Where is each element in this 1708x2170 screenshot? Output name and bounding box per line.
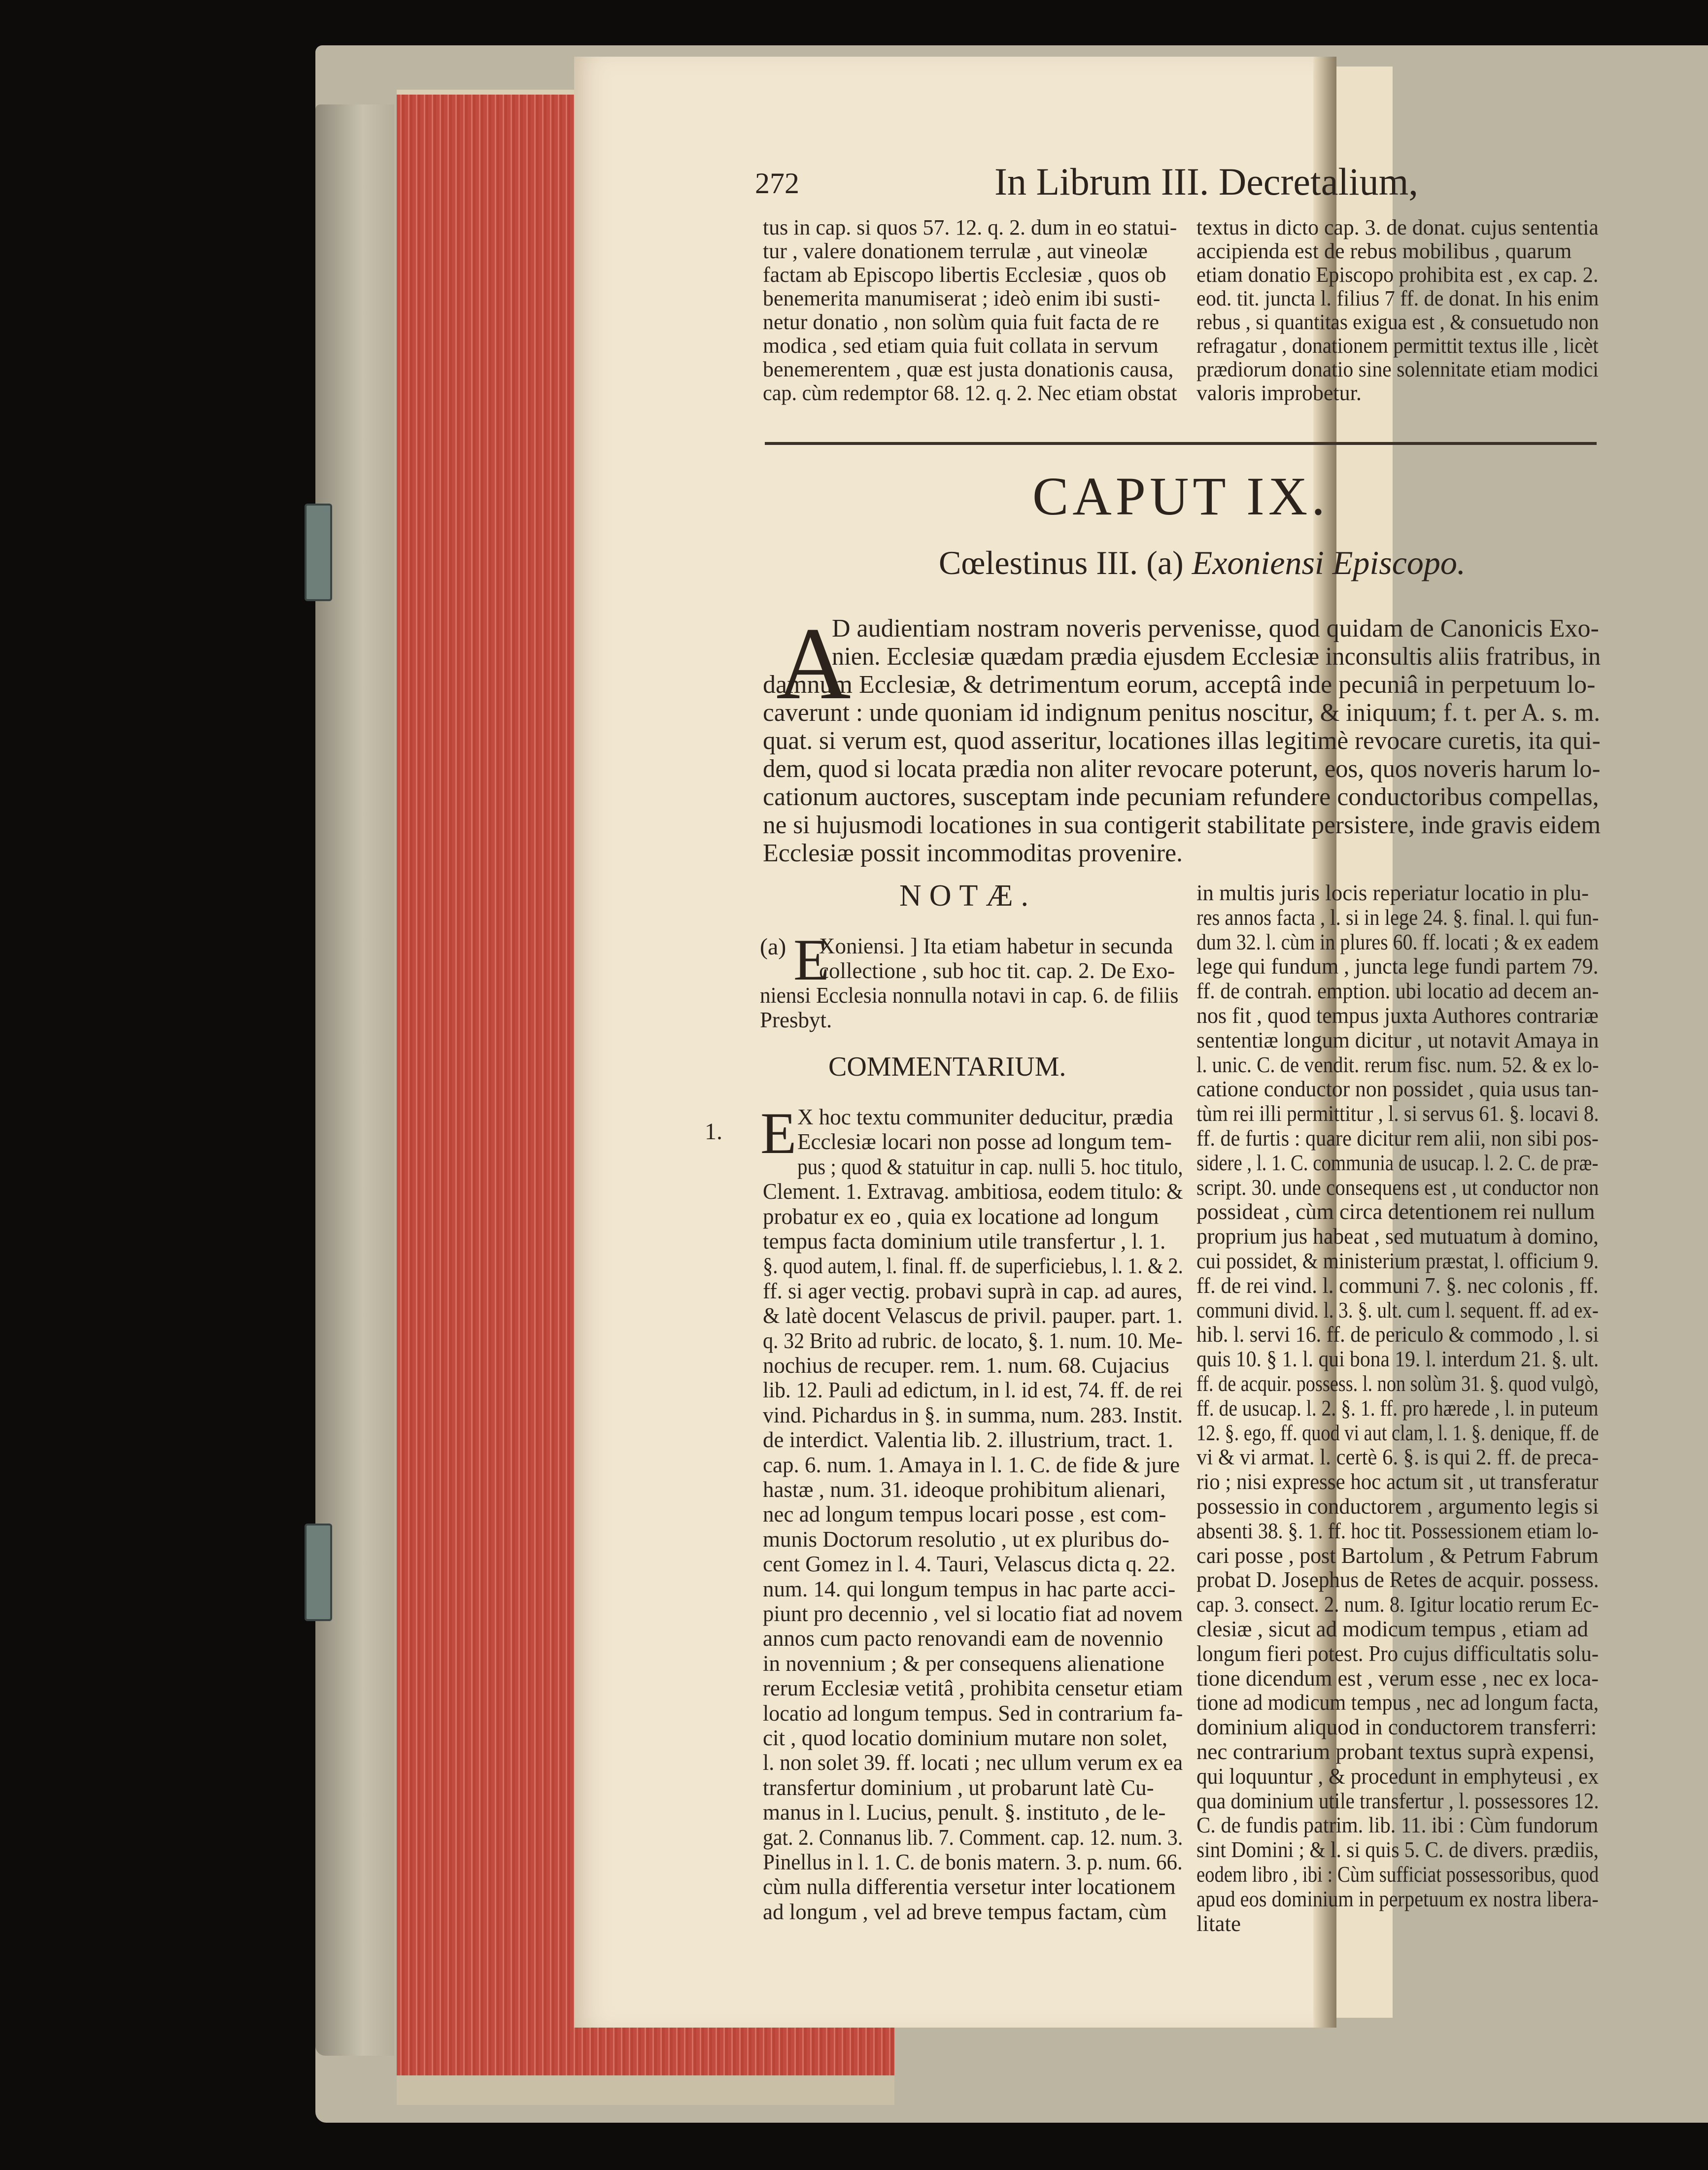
commentarium-line: §. quod autem, l. final. ff. de superficiebus, l. 1. & 2. [763, 1254, 1183, 1279]
right-column-line: tùm rei illi permittitur , l. si servus 61. §. locavi 8. [1196, 1101, 1599, 1126]
commentarium-line: num. 14. qui longum tempus in hac parte acci- [763, 1576, 1176, 1601]
right-column-line: tione dicendum est , verum esse , nec ex loca- [1196, 1665, 1599, 1691]
commentarium-line: locatio ad longum tempus. Sed in contrarium fa- [763, 1700, 1183, 1726]
top-left-line: tur , valere donationem terrulæ , aut vineolæ [763, 239, 1148, 263]
commentarium-heading: COMMENTARIUM. [828, 1051, 1066, 1082]
right-column-line: in multis juris locis reperiatur locatio in plu- [1196, 881, 1589, 905]
right-column-line: qua dominium utile transfertur , l. possessores 12. [1196, 1788, 1599, 1813]
notae-heading: NOTÆ. [899, 879, 1037, 913]
margin-number: 1. [705, 1119, 722, 1145]
commentarium-line: rerum Ecclesiæ vetitâ , prohibita censetur etiam [763, 1676, 1183, 1701]
commentarium-line: nec ad longum tempus locari posse , est com- [763, 1502, 1166, 1527]
commentarium-line: Pinellus in l. 1. C. de bonis matern. 3. p. num. 66. [763, 1850, 1183, 1874]
right-column-line: ff. de furtis : quare dicitur rem alii, non sibi pos- [1196, 1126, 1599, 1151]
right-column-line: ff. de usucap. l. 2. §. 1. ff. pro hærede , l. in puteum [1196, 1395, 1599, 1421]
right-column-line: res annos facta , l. si in lege 24. §. final. l. qui fun- [1196, 905, 1599, 930]
top-right-line: rebus , si quantitas exigua est , & consuetudo non [1196, 310, 1599, 334]
right-column-line: cari posse , post Bartolum , & Petrum Fabrum [1196, 1543, 1599, 1568]
clasp-icon [305, 1524, 332, 1621]
commentarium-line: probatur ex eo , quia ex locatione ad longum [763, 1204, 1159, 1229]
notae-line: Xoniensi. ] Ita etiam habetur in secunda [819, 934, 1173, 958]
book-spine-edge [315, 104, 394, 2056]
pope-name: Cœlestinus III. [939, 544, 1138, 581]
commentarium-line: ad longum , vel ad breve tempus factam, cùm [763, 1899, 1167, 1924]
right-column-line: communi divid. l. 3. §. ult. cum l. sequent. ff. ad ex- [1196, 1297, 1599, 1322]
right-column-line: dominium aliquod in conductorem transferri: [1196, 1715, 1597, 1740]
commentarium-line: & latè docent Velascus de privil. pauper. part. 1. [763, 1303, 1183, 1328]
commentarium-line: X hoc textu communiter deducitur, prædia [797, 1105, 1174, 1129]
decretal-line: dem, quod si locata prædia non aliter revocare poterunt, eos, quos noveris harum lo- [763, 755, 1601, 783]
right-column-line: cap. 3. consect. 2. num. 8. Igitur locatio rerum Ec- [1196, 1592, 1599, 1617]
commentarium-line: hastæ , num. 31. ideoque prohibitum alienari, [763, 1477, 1166, 1502]
clasp-icon [305, 504, 332, 601]
right-column-line: qui loquuntur , & procedunt in emphyteusi , ex [1196, 1763, 1599, 1789]
commentarium-drop-cap: E [760, 1100, 797, 1166]
decretal-line: Ecclesiæ possit incommoditas provenire. [763, 839, 1183, 867]
decretal-line: quat. si verum est, quod asseritur, locationes illas legitimè revocare curetis, ita qui- [763, 727, 1601, 755]
commentarium-line: nochius de recuper. rem. 1. num. 68. Cujacius [763, 1353, 1169, 1378]
decretal-drop-cap: A [776, 607, 851, 721]
top-right-line: prædiorum donatio sine solennitate etiam modici [1196, 357, 1599, 381]
top-right-line: textus in dicto cap. 3. de donat. cujus sententia [1196, 215, 1599, 239]
right-column-line: apud eos dominium in perpetuum ex nostra libera- [1196, 1886, 1599, 1911]
right-column-line: rio ; nisi expresse hoc actum sit , ut transferatur [1196, 1469, 1599, 1494]
commentarium-line: vind. Pichardus in §. in summa, num. 283. Instit. [763, 1402, 1183, 1427]
right-column-line: nos fit , quod tempus juxta Authores contrariæ [1196, 1003, 1599, 1028]
chapter-heading: CAPUT IX. [1032, 466, 1329, 526]
page-number: 272 [755, 167, 799, 200]
commentarium-line: piunt pro decennio , vel si locatio fiat ad novem [763, 1601, 1183, 1626]
right-column-line: quis 10. § 1. l. qui bona 19. l. interdum 21. §. ult. [1196, 1347, 1599, 1372]
right-column-line: lege qui fundum , juncta lege fundi partem 79. [1196, 954, 1599, 979]
right-column-line: vi & vi armat. l. certè 6. §. is qui 2. ff. de preca- [1196, 1445, 1599, 1470]
right-column-line: clesiæ , sicut ad modicum tempus , etiam ad [1196, 1617, 1588, 1641]
commentarium-line: cit , quod locatio dominium mutare non solet, [763, 1726, 1168, 1750]
commentarium-line: in novennium ; & per consequens alienatione [763, 1651, 1164, 1676]
commentarium-line: transfertur dominium , ut probarunt latè Cu- [763, 1775, 1154, 1800]
commentarium-line: tempus facta dominium utile transfertur , l. 1. [763, 1229, 1166, 1254]
decretal-line: caverunt : unde quoniam id indignum penitus noscitur, & iniquum; f. t. per A. s. m. [763, 699, 1601, 727]
notae-mark: (a) [760, 934, 786, 960]
commentarium-line: l. non solet 39. ff. locati ; nec ullum verum ex ea [763, 1750, 1183, 1775]
top-left-line: cap. cùm redemptor 68. 12. q. 2. Nec etiam obstat [763, 381, 1177, 405]
commentarium-line: munis Doctorum resolutio , ut ex pluribus do- [763, 1526, 1169, 1552]
commentarium-line: annos cum pacto renovandi eam de novennio [763, 1626, 1163, 1651]
right-column-line: cui possidet, & ministerium præstat, l. officium 9. [1196, 1249, 1599, 1273]
right-column-line: sint Domini ; & l. si quis 5. C. de divers. prædiis, [1196, 1837, 1599, 1863]
note-mark: (a) [1146, 544, 1184, 581]
page-block-bottom [397, 2075, 894, 2105]
right-column-line: ff. de acquir. possess. l. non solùm 31. §. quod vulgò, [1196, 1371, 1599, 1396]
notae-line: collectione , sub hoc tit. cap. 2. De Exo- [819, 958, 1175, 983]
notae-line: Presbyt. [760, 1008, 832, 1032]
right-column-line: catione conductor non possidet , quia usus tan- [1196, 1077, 1599, 1102]
notae-drop-cap: E [793, 927, 830, 992]
right-column-line: l. unic. C. de vendit. rerum fisc. num. 52. & ex lo- [1196, 1052, 1599, 1077]
decretal-line: cationum auctores, susceptam inde pecuniam refundere conductoribus compellas, [763, 783, 1599, 811]
top-right-line: refragatur , donationem permittit textus ille , licèt [1196, 334, 1599, 358]
right-column-line: possessio in conductorem , argumento legis si [1196, 1494, 1599, 1519]
commentarium-line: cap. 6. num. 1. Amaya in l. 1. C. de fide & jure [763, 1452, 1180, 1477]
top-right-line: accipienda est de rebus mobilibus , quarum [1196, 239, 1572, 263]
right-column-line: nec contrarium probant textus suprà expensi, [1196, 1739, 1595, 1764]
top-right-line: etiam donatio Episcopo prohibita est , ex cap. 2. [1196, 263, 1599, 287]
commentarium-line: Ecclesiæ locari non posse ad longum tem- [797, 1129, 1172, 1154]
top-right-line: eod. tit. juncta l. filius 7 ff. de donat. In his enim [1196, 286, 1599, 310]
decretal-line: damnum Ecclesiæ, & detrimentum eorum, acceptâ inde pecuniâ in perpetuum lo- [763, 671, 1596, 699]
top-left-line: modica , sed etiam quia fuit collata in servum [763, 334, 1159, 358]
commentarium-line: cent Gomez in l. 4. Tauri, Velascus dicta q. 22. [763, 1552, 1176, 1577]
top-left-line: benemerita manumiserat ; ideò enim ibi susti- [763, 286, 1161, 310]
top-left-line: benemerentem , quæ est justa donationis causa, [763, 357, 1174, 381]
right-column-line: probat D. Josephus de Retes de acquir. possess. [1196, 1567, 1599, 1593]
running-title: In Librum III. Decretalium, [994, 160, 1418, 203]
commentarium-line: lib. 12. Pauli ad edictum, in l. id est, 74. ff. de rei [763, 1378, 1183, 1403]
top-left-line: netur donatio , non solùm quia fuit facta de re [763, 310, 1159, 334]
right-column-line: longum fieri potest. Pro cujus difficultatis solu- [1196, 1641, 1599, 1666]
right-column-line: dum 32. l. cùm in plures 60. ff. locati ; & ex eadem [1196, 929, 1599, 954]
commentarium-line: cùm nulla differentia versetur inter locationem [763, 1874, 1176, 1899]
decretal-line: D audientiam nostram noveris pervenisse, quod quidam de Canonicis Exo- [832, 614, 1599, 643]
commentarium-line: Clement. 1. Extravag. ambitiosa, eodem titulo: & [763, 1179, 1183, 1204]
right-column-line: sidere , l. 1. C. communia de usucap. l. 2. C. de præ- [1196, 1150, 1599, 1175]
decretal-line: ne si hujusmodi locationes in sua contigerit stabilitate persistere, inde gravis eidem [763, 811, 1601, 839]
top-left-line: tus in cap. si quos 57. 12. q. 2. dum in eo statui- [763, 215, 1177, 239]
right-column-line: hib. l. servi 16. ff. de periculo & commodo , l. si [1196, 1322, 1599, 1347]
right-column-line: sententiæ longum dicitur , ut notavit Amaya in [1196, 1027, 1599, 1052]
right-column-line: tione ad modicum tempus , nec ad longum facta, [1196, 1690, 1599, 1715]
commentarium-line: pus ; quod & statuitur in cap. nulli 5. hoc titulo, [797, 1154, 1183, 1179]
commentarium-line: de interdict. Valentia lib. 2. illustrium, tract. 1. [763, 1427, 1173, 1453]
commentarium-line: q. 32 Brito ad rubric. de locato, §. 1. num. 10. Me- [763, 1328, 1183, 1353]
top-right-line: valoris improbetur. [1196, 381, 1362, 405]
right-column-line: eodem libro , ibi : Cùm sufficiat possessoribus, quod [1196, 1862, 1599, 1887]
right-column-line: absenti 38. §. 1. ff. hoc tit. Possessionem etiam lo- [1196, 1518, 1599, 1543]
right-column-line: proprium jus habeat , sed mutuatum à domino, [1196, 1224, 1599, 1249]
right-column-line: 12. §. ego, ff. quod vi aut clam, l. 1. §. denique, ff. de [1196, 1420, 1599, 1445]
commentarium-line: gat. 2. Connanus lib. 7. Comment. cap. 12. num. 3. [763, 1825, 1183, 1850]
top-left-line: factam ab Episcopo libertis Ecclesiæ , quos ob [763, 263, 1166, 287]
right-column-line: C. de fundis patrim. lib. 11. ibi : Cùm fundorum [1196, 1813, 1599, 1838]
chapter-subtitle [939, 546, 1466, 579]
commentarium-line: manus in l. Lucius, penult. §. instituto , de le- [763, 1800, 1166, 1825]
notae-line: niensi Ecclesia nonnulla notavi in cap. 6. de filiis [760, 983, 1179, 1008]
section-rule [765, 442, 1597, 445]
right-column-line: possideat , cùm circa detentionem rei nullum [1196, 1199, 1595, 1224]
right-column-line: ff. de rei vind. l. communi 7. §. nec colonis , ff. [1196, 1273, 1599, 1298]
addressee: Exoniensi Episcopo. [1192, 544, 1466, 581]
right-column-line: litate [1196, 1911, 1241, 1936]
decretal-line: nien. Ecclesiæ quædam prædia ejusdem Ecclesiæ inconsultis aliis fratribus, in [832, 643, 1601, 671]
right-column-line: ff. de contrah. emption. ubi locatio ad decem an- [1196, 979, 1599, 1004]
commentarium-line: ff. si ager vectig. probavi suprà in cap. ad aures, [763, 1278, 1183, 1303]
right-column-line: script. 30. unde consequens est , ut conductor non [1196, 1175, 1599, 1200]
